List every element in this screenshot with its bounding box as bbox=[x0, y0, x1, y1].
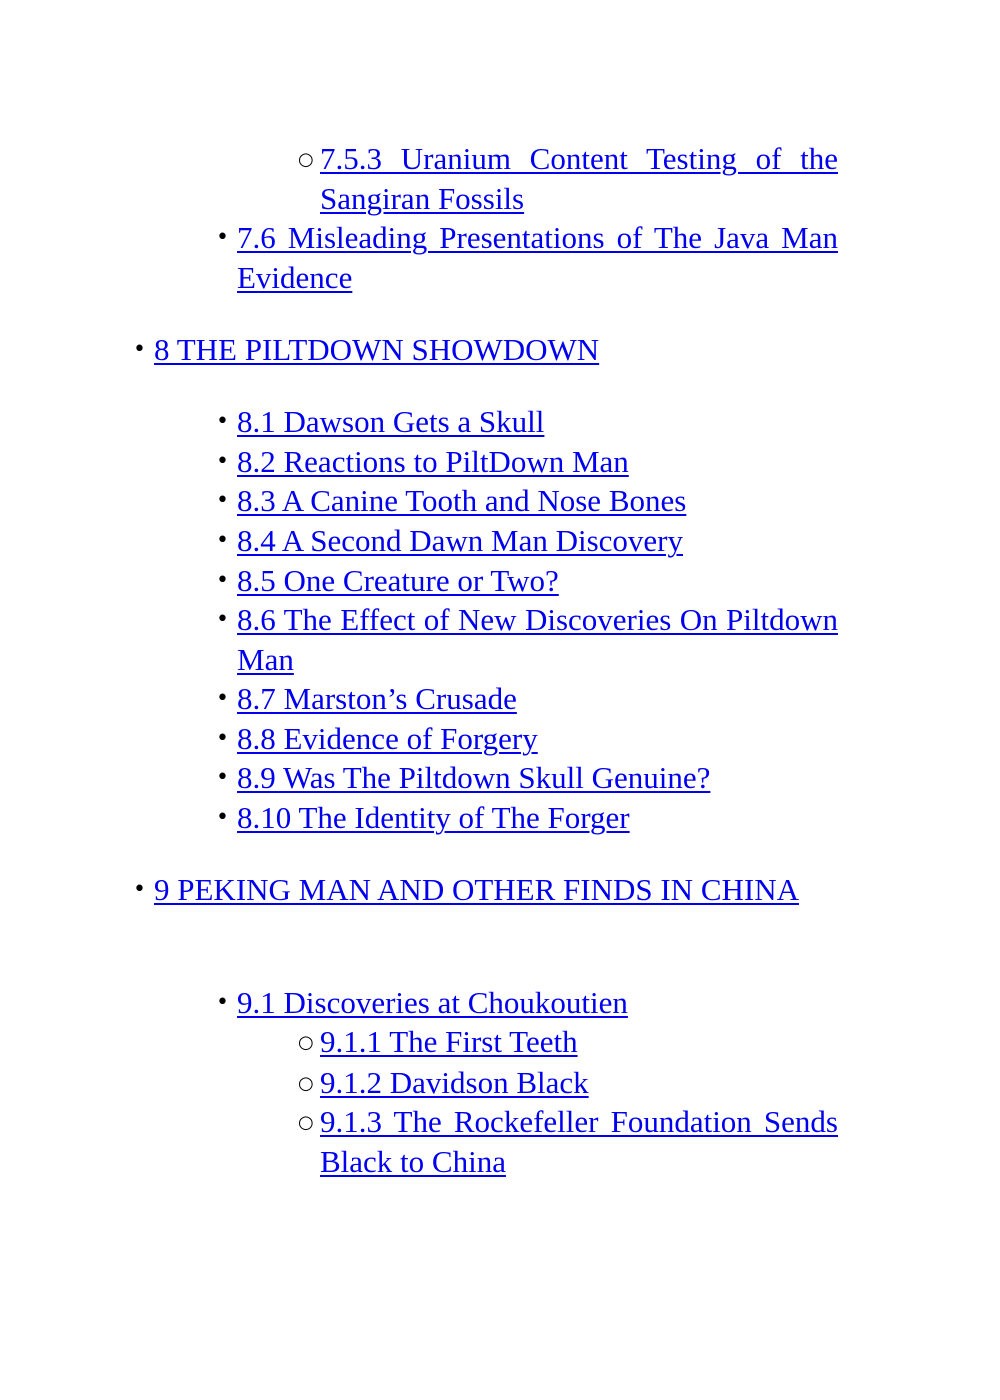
disc-bullet-icon: • bbox=[216, 568, 229, 593]
toc-entry-8-3 bbox=[216, 481, 838, 521]
toc-entry-8-2 bbox=[216, 442, 838, 482]
toc-link-8-10[interactable]: 8.10 The Identity of The Forger bbox=[237, 800, 630, 835]
disc-bullet-icon: • bbox=[133, 877, 146, 902]
disc-bullet-icon: • bbox=[216, 488, 229, 513]
toc-link-8-9[interactable]: 8.9 Was The Piltdown Skull Genuine? bbox=[237, 760, 711, 795]
toc-link-9-1[interactable]: 9.1 Discoveries at Choukoutien bbox=[237, 985, 628, 1020]
toc-entry-7-6 bbox=[216, 218, 838, 297]
disc-bullet-icon: • bbox=[216, 225, 229, 250]
disc-bullet-icon: • bbox=[216, 805, 229, 830]
toc-entry-8-10 bbox=[216, 798, 838, 838]
toc-link-8-4[interactable]: 8.4 A Second Dawn Man Discovery bbox=[237, 523, 683, 558]
toc-entry-8-9 bbox=[216, 758, 838, 798]
disc-bullet-icon: • bbox=[133, 337, 146, 362]
disc-bullet-icon: • bbox=[216, 686, 229, 711]
disc-bullet-icon: • bbox=[216, 607, 229, 632]
toc-link-8-6[interactable]: 8.6 The Effect of New Discoveries On Piltdown Man bbox=[237, 602, 838, 677]
disc-bullet-icon: • bbox=[216, 990, 229, 1015]
toc-entry-8-8 bbox=[216, 719, 838, 759]
toc-link-9[interactable]: 9 PEKING MAN AND OTHER FINDS IN CHINA bbox=[154, 872, 799, 907]
toc-link-7-5-3[interactable]: 7.5.3 Uranium Content Testing of the Sangiran Fossils bbox=[320, 141, 838, 216]
toc-link-8-3[interactable]: 8.3 A Canine Tooth and Nose Bones bbox=[237, 483, 687, 518]
disc-bullet-icon: • bbox=[216, 528, 229, 553]
toc-link-9-1-2[interactable]: 9.1.2 Davidson Black bbox=[320, 1065, 589, 1100]
toc-entry-8-1 bbox=[216, 402, 838, 442]
disc-bullet-icon: • bbox=[216, 409, 229, 434]
circle-bullet-icon: ○ bbox=[298, 149, 314, 170]
toc-entry-8-5 bbox=[216, 561, 838, 601]
disc-bullet-icon: • bbox=[216, 449, 229, 474]
toc-entry-9-1-1 bbox=[298, 1022, 838, 1062]
toc-entry-9-1-2 bbox=[298, 1063, 838, 1103]
toc-link-8-5[interactable]: 8.5 One Creature or Two? bbox=[237, 563, 559, 598]
circle-bullet-icon: ○ bbox=[298, 1112, 314, 1133]
toc-entry-8-6 bbox=[216, 600, 838, 679]
toc-link-7-6[interactable]: 7.6 Misleading Presentations of The Java Man Evidence bbox=[237, 220, 838, 295]
circle-bullet-icon: ○ bbox=[298, 1073, 314, 1094]
toc-entry-9-1-3 bbox=[298, 1102, 838, 1181]
disc-bullet-icon: • bbox=[216, 765, 229, 790]
toc-entry-8 bbox=[133, 330, 838, 370]
toc-entry-9-1 bbox=[216, 983, 838, 1023]
toc-entry-9 bbox=[133, 870, 838, 910]
toc-link-9-1-3[interactable]: 9.1.3 The Rockefeller Foundation Sends Black to China bbox=[320, 1104, 838, 1179]
toc-link-8-2[interactable]: 8.2 Reactions to PiltDown Man bbox=[237, 444, 629, 479]
toc-link-8[interactable]: 8 THE PILTDOWN SHOWDOWN bbox=[154, 332, 600, 367]
toc-link-9-1-1[interactable]: 9.1.1 The First Teeth bbox=[320, 1024, 578, 1059]
circle-bullet-icon: ○ bbox=[298, 1032, 314, 1053]
toc-entry-8-4 bbox=[216, 521, 838, 561]
toc-entry-7-5-3 bbox=[298, 139, 838, 218]
toc-link-8-1[interactable]: 8.1 Dawson Gets a Skull bbox=[237, 404, 545, 439]
toc-link-8-7[interactable]: 8.7 Marston’s Crusade bbox=[237, 681, 517, 716]
toc-entry-8-7 bbox=[216, 679, 838, 719]
disc-bullet-icon: • bbox=[216, 726, 229, 751]
toc-link-8-8[interactable]: 8.8 Evidence of Forgery bbox=[237, 721, 538, 756]
